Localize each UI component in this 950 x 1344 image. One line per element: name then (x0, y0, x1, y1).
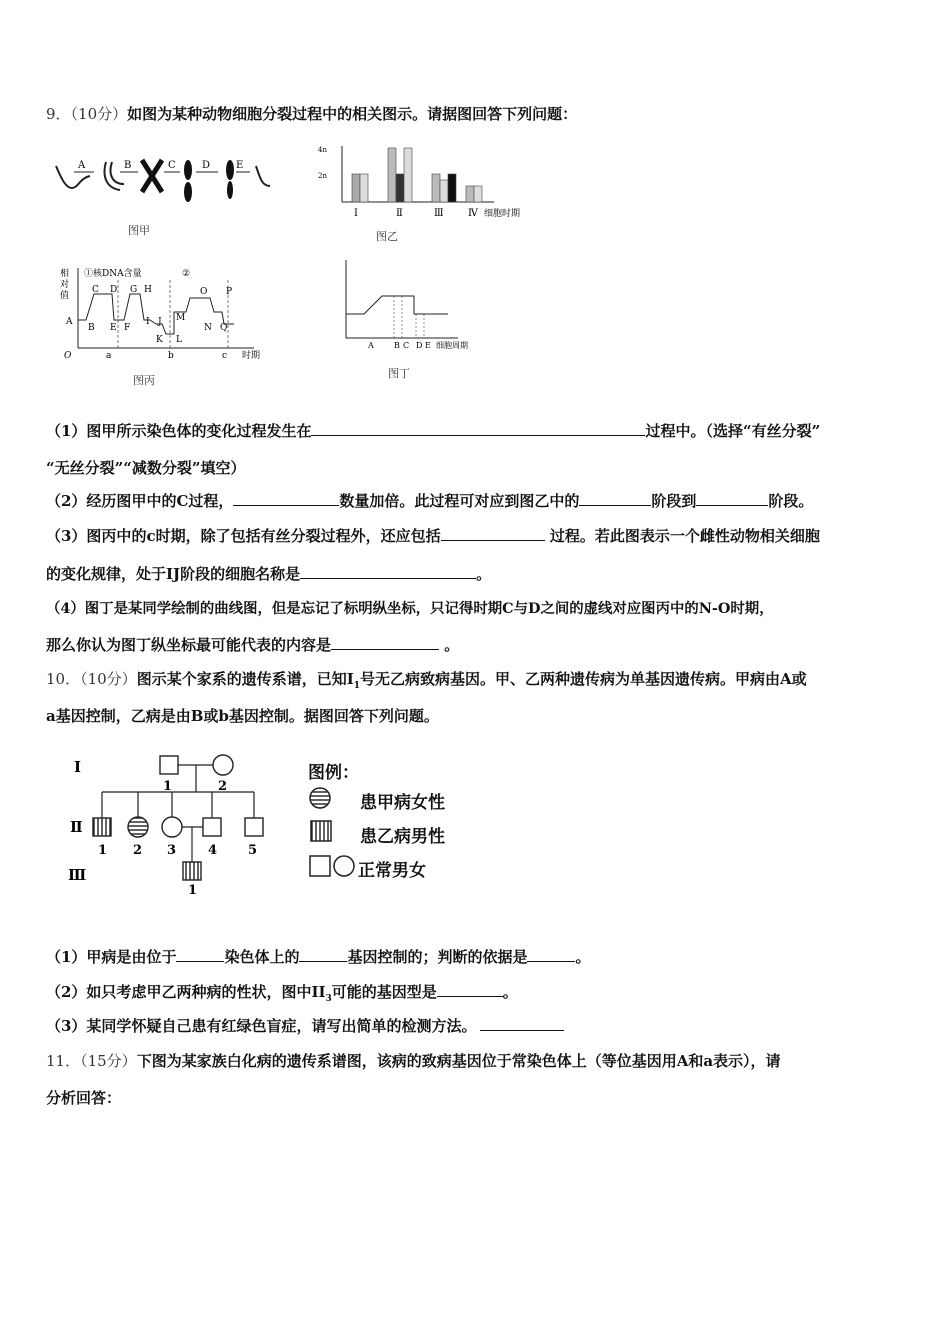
jia-label-e: E (236, 160, 244, 171)
bing-point-h: H (144, 285, 152, 295)
bing-mark-b: b (168, 351, 174, 361)
i2-number: 2 (218, 779, 228, 794)
legend-icon-affected-b-male (310, 820, 332, 842)
q9-sub1-blank[interactable] (311, 421, 645, 436)
q10-sub3-line (46, 1015, 564, 1036)
q11-stem-line2 (46, 1087, 121, 1108)
q10-sub2-text-b: 可能的基因型是 (331, 983, 437, 1001)
jia-label-a: A (78, 160, 86, 171)
q9-sub3-line (46, 525, 820, 546)
ii1-number: 1 (98, 843, 108, 858)
ding-x-label-e: E (425, 341, 431, 350)
ding-x-label-c: C (403, 341, 410, 350)
bing-point-f: F (124, 323, 131, 333)
q10-sub1-text-c: 基因控制的；判断的依据是 (347, 948, 528, 966)
q9-sub2-text-b: 数量加倍。此过程可对应到图乙中的 (339, 492, 580, 510)
bing-point-e: E (110, 323, 117, 333)
ii4-number: 4 (208, 843, 218, 858)
q9-stem: 如图为某种动物细胞分裂过程中的相关图示。请据图回答下列问题： (127, 105, 578, 123)
bing-point-p: P (226, 287, 233, 297)
q10-sub1-blank-1[interactable] (176, 947, 224, 962)
q9-sub2-blank-1[interactable] (233, 491, 339, 506)
q9-number: 9．（10分） (46, 105, 128, 123)
q9-heading (46, 103, 577, 124)
ii5-number: 5 (248, 843, 258, 858)
q9-sub3-line2 (46, 563, 491, 584)
bing-mark-a: a (106, 351, 112, 361)
figure-ding (338, 256, 488, 356)
q11-heading (46, 1050, 781, 1071)
bing-origin: O (64, 351, 72, 361)
q10-sub1-blank-2[interactable] (299, 947, 347, 962)
pedigree-iii1 (183, 862, 201, 880)
q10-sub2-text-c: 。 (502, 983, 518, 1001)
legend-icon-affected-a-female (308, 786, 332, 810)
q10-sub1-text-a: （1）甲病是由位于 (46, 948, 177, 966)
bing-y-title-1: 相 (60, 269, 70, 279)
i1-number: 1 (163, 779, 173, 794)
bing-point-i: I (146, 317, 150, 327)
legend-title: 图例： (308, 763, 359, 783)
bing-point-o: O (200, 287, 208, 297)
bing-point-q: Q (220, 323, 228, 333)
figure-ding-caption: 图丁 (388, 367, 410, 380)
q9-sub3-text-c: 的变化规律，处于IJ阶段的细胞名称是 (46, 565, 301, 583)
jia-label-c: C (168, 160, 176, 171)
legend-icon-normal (308, 853, 358, 879)
bing-point-d: D (110, 285, 118, 295)
pedigree-ii5 (245, 818, 263, 836)
q10-sub1-text-b: 染色体上的 (224, 948, 300, 966)
q9-sub3-blank-2[interactable] (300, 564, 476, 579)
pedigree-ii3 (162, 817, 182, 837)
q9-sub3-text-d: 。 (476, 565, 492, 583)
yi-x-title: 细胞时期 (484, 209, 521, 219)
legend-label-normal: 正常男女 (358, 861, 426, 881)
q9-sub4-line2 (46, 634, 459, 655)
q10-sub1-blank-3[interactable] (527, 947, 575, 962)
ding-x-title: 细胞周期 (436, 341, 468, 350)
q11-stem-a: 下图为某家族白化病的遗传系谱图，该病的致病基因位于常染色体上（等位基因用A和a表示），请 (136, 1052, 781, 1070)
bing-mark-c: c (222, 351, 228, 361)
bing-title-1: ①核DNA含量 (84, 269, 142, 279)
q9-sub2-text-c: 阶段到 (651, 492, 697, 510)
pedigree-ii1 (93, 818, 111, 836)
bing-x-title: 时期 (242, 351, 261, 361)
jia-label-d: D (202, 160, 211, 171)
bing-point-b: B (88, 323, 95, 333)
yi-x-label-2: Ⅱ (396, 208, 403, 219)
q9-sub2-blank-2[interactable] (579, 491, 651, 506)
bing-y-title-3: 值 (60, 291, 70, 301)
jia-label-b: B (124, 160, 132, 171)
q10-stem-c: a基因控制，乙病是由B或b基因控制。据图回答下列问题。 (46, 707, 439, 725)
yi-tick-4n: 4n (318, 146, 327, 154)
figure-yi-caption: 图乙 (376, 230, 398, 243)
figure-bing-caption: 图丙 (133, 374, 155, 387)
ii2-number: 2 (133, 843, 143, 858)
bing-y-title-2: 对 (60, 280, 70, 290)
iii1-number: 1 (188, 883, 198, 898)
pedigree-ii2 (128, 817, 148, 837)
pedigree-ii4 (203, 818, 221, 836)
bing-point-k: K (156, 335, 163, 345)
ding-x-label-d: D (416, 341, 423, 350)
figure-yi (314, 140, 534, 225)
q10-sub1-line (46, 946, 591, 967)
q10-sub3-text-a: （3）某同学怀疑自己患有红绿色盲症，请写出简单的检测方法。 (46, 1017, 477, 1035)
q9-sub1-text-c: “无丝分裂”“减数分裂”填空） (46, 459, 246, 477)
bing-point-g: G (130, 285, 138, 295)
q9-sub4-text-b: 那么你认为图丁纵坐标最可能代表的内容是 (46, 636, 332, 654)
pedigree-i1 (160, 756, 178, 774)
q9-sub4-text-c: 。 (444, 636, 460, 654)
legend-label-affected-b-male: 患乙病男性 (360, 827, 445, 847)
q10-sub2-sub: 3 (325, 994, 332, 1004)
gen-label-1: Ⅰ (74, 758, 82, 776)
q10-sub1-text-d: 。 (575, 948, 591, 966)
yi-x-label-3: Ⅲ (434, 208, 444, 219)
q10-stem-line2 (46, 705, 439, 726)
bing-point-l: L (176, 335, 182, 345)
ii3-number: 3 (167, 843, 177, 858)
q9-sub1-text-b: 过程中。（选择“有丝分裂” (645, 422, 821, 440)
q10-sub3-blank[interactable] (480, 1016, 564, 1031)
yi-tick-2n: 2n (318, 172, 327, 180)
pedigree-chart (60, 748, 290, 898)
figure-bing (58, 264, 278, 364)
bing-title-2: ② (182, 269, 191, 279)
yi-x-label-1: Ⅰ (354, 208, 358, 219)
q10-stem-b: 号无乙病致病基因。甲、乙两种遗传病为单基因遗传病。甲病由A或 (359, 670, 807, 688)
figure-jia-caption: 图甲 (128, 224, 150, 237)
bing-point-n: N (204, 323, 212, 333)
pedigree-i2 (213, 755, 233, 775)
q11-number: 11．（15分） (46, 1052, 137, 1070)
gen-label-2: Ⅱ (70, 818, 83, 836)
q10-heading (46, 668, 807, 691)
ding-x-label-a: A (368, 341, 374, 350)
bing-point-a: A (66, 317, 73, 327)
q9-sub1-text-a: （1）图甲所示染色体的变化过程发生在 (46, 422, 312, 440)
bing-point-c: C (92, 285, 99, 295)
gen-label-3: Ⅲ (68, 866, 87, 884)
q10-stem-sub: 1 (353, 681, 360, 691)
q9-sub1-line (46, 420, 820, 441)
ding-x-label-b: B (394, 341, 400, 350)
q9-sub2-text-a: （2）经历图甲中的C过程， (46, 492, 234, 510)
bing-point-m: M (176, 313, 186, 323)
q10-sub2-blank[interactable] (437, 982, 503, 997)
q10-number: 10．（10分） (46, 670, 137, 688)
q9-sub2-blank-3[interactable] (696, 491, 768, 506)
q9-sub3-text-b: 过程。若此图表示一个雌性动物相关细胞 (549, 527, 820, 545)
figure-jia (50, 148, 275, 243)
q10-sub2-line (46, 981, 518, 1004)
q9-sub4-blank[interactable] (331, 635, 439, 650)
q10-stem-a: 图示某个家系的遗传系谱，已知Ⅰ (136, 670, 354, 688)
q9-sub4-text-a: （4）图丁是某同学绘制的曲线图，但是忘记了标明纵坐标，只记得时期C与D之间的虚线对应图丙中的N-O时期， (46, 600, 774, 617)
yi-x-label-4: Ⅳ (468, 208, 478, 219)
q11-stem-b: 分析回答： (46, 1089, 122, 1107)
q9-sub3-text-a: （3）图丙中的c时期，除了包括有丝分裂过程外，还应包括 (46, 527, 441, 545)
q10-sub2-text-a: （2）如只考虑甲乙两种病的性状，图中II (46, 983, 326, 1001)
q9-sub1-line2 (46, 457, 246, 478)
q9-sub4-line (46, 597, 774, 618)
q9-sub3-blank-1[interactable] (441, 526, 545, 541)
q9-sub2-line (46, 490, 813, 511)
bing-point-j: J (158, 317, 162, 327)
q9-sub2-text-d: 阶段。 (768, 492, 814, 510)
legend-label-affected-a-female: 患甲病女性 (360, 793, 445, 813)
